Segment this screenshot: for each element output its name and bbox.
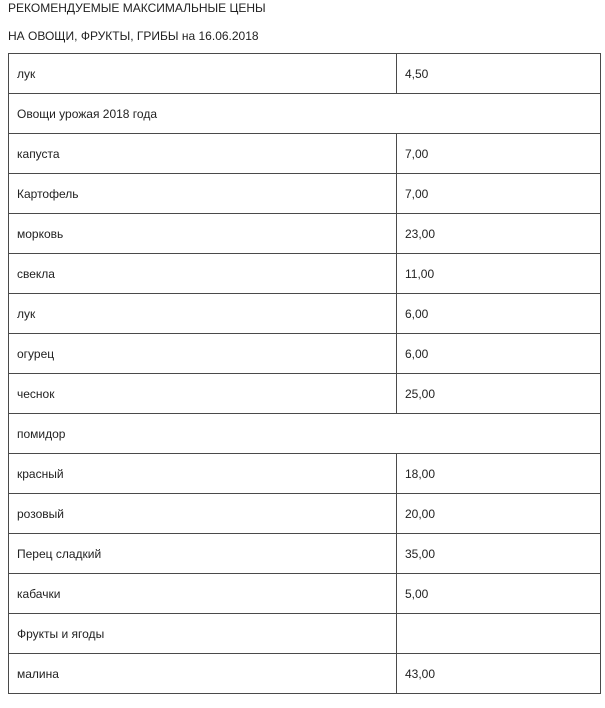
product-name-cell: Перец сладкий	[9, 534, 397, 574]
table-section-row	[9, 94, 601, 134]
price-table	[8, 53, 601, 694]
table-row	[9, 294, 601, 334]
price-cell: 11,00	[397, 254, 601, 294]
product-name-cell: капуста	[9, 134, 397, 174]
price-cell: 20,00	[397, 494, 601, 534]
product-name-cell: чеснок	[9, 374, 397, 414]
product-name-cell: морковь	[9, 214, 397, 254]
table-row	[9, 54, 601, 94]
price-cell: 5,00	[397, 574, 601, 614]
table-row	[9, 374, 601, 414]
price-cell: 7,00	[397, 134, 601, 174]
product-name-cell: Картофель	[9, 174, 397, 214]
price-cell: 18,00	[397, 454, 601, 494]
price-cell: 7,00	[397, 174, 601, 214]
price-cell: 43,00	[397, 654, 601, 694]
product-name-cell: малина	[9, 654, 397, 694]
product-name-cell: лук	[9, 54, 397, 94]
price-cell: 4,50	[397, 54, 601, 94]
section-label-cell: помидор	[9, 414, 601, 454]
table-row	[9, 134, 601, 174]
page-subtitle: НА ОВОЩИ, ФРУКТЫ, ГРИБЫ на 16.06.2018	[8, 29, 259, 43]
product-name-cell: кабачки	[9, 574, 397, 614]
section-label-cell: Овощи урожая 2018 года	[9, 94, 601, 134]
product-name-cell: огурец	[9, 334, 397, 374]
price-cell: 35,00	[397, 534, 601, 574]
table-row	[9, 454, 601, 494]
product-name-cell: свекла	[9, 254, 397, 294]
price-cell: 25,00	[397, 374, 601, 414]
product-name-cell: Фрукты и ягоды	[9, 614, 397, 654]
table-row	[9, 614, 601, 654]
table-row	[9, 214, 601, 254]
page-title: РЕКОМЕНДУЕМЫЕ МАКСИМАЛЬНЫЕ ЦЕНЫ	[8, 1, 266, 15]
price-cell: 23,00	[397, 214, 601, 254]
product-name-cell: красный	[9, 454, 397, 494]
table-row	[9, 334, 601, 374]
price-cell: 6,00	[397, 334, 601, 374]
product-name-cell: лук	[9, 294, 397, 334]
table-row	[9, 574, 601, 614]
price-table-body	[9, 54, 601, 694]
table-row	[9, 654, 601, 694]
price-cell: 6,00	[397, 294, 601, 334]
table-row	[9, 174, 601, 214]
product-name-cell: розовый	[9, 494, 397, 534]
price-cell	[397, 614, 601, 654]
table-row	[9, 254, 601, 294]
table-section-row	[9, 414, 601, 454]
table-row	[9, 494, 601, 534]
table-row	[9, 534, 601, 574]
